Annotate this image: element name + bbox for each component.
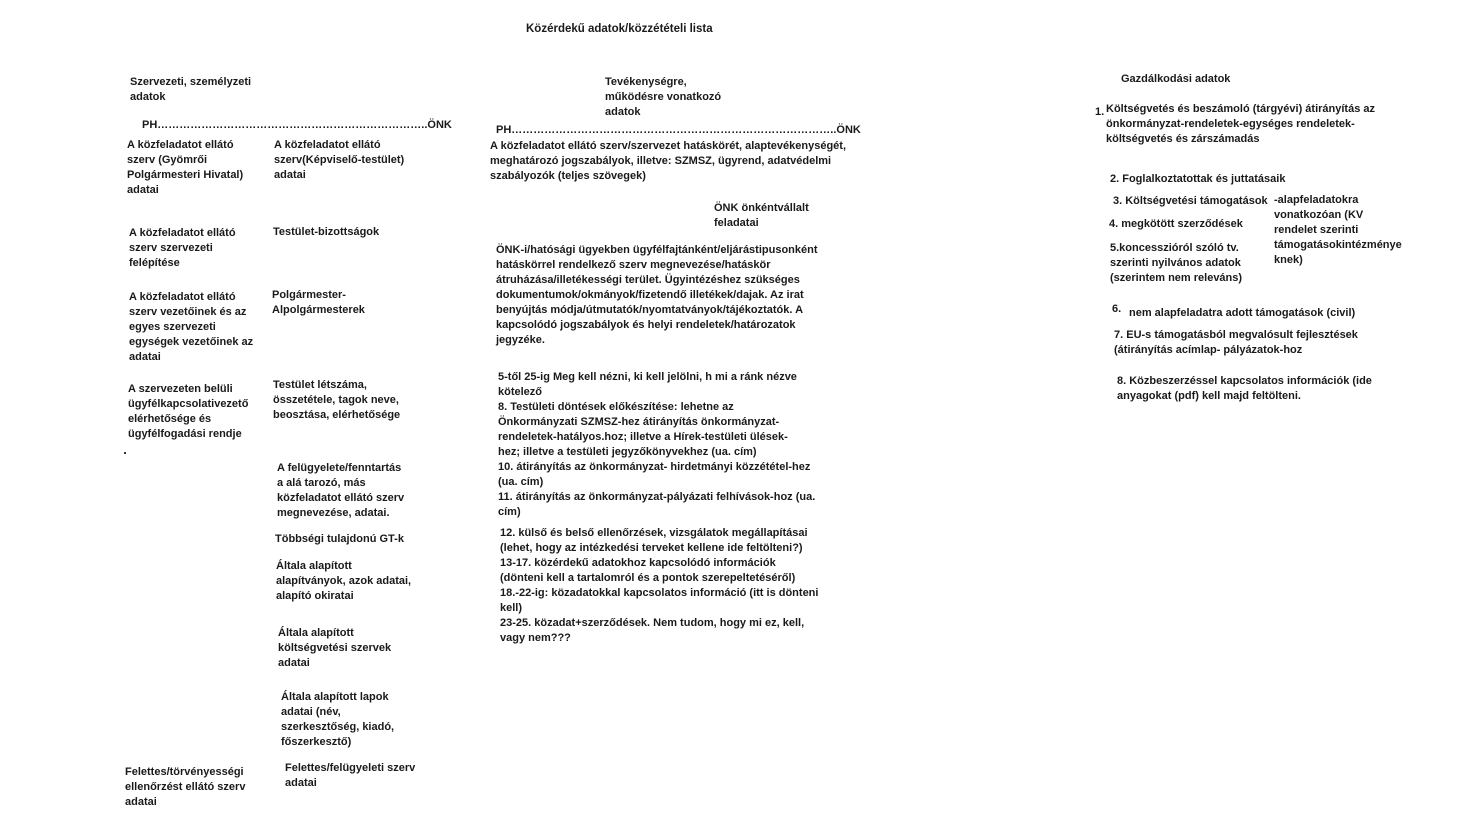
item-office-leaders: A közfeladatot ellátó szerv vezetőinek és az egyes szervezeti egységek vezetőinek az adatai [129,291,254,363]
section-header-activity: Tevékenységre, működésre vonatkozó adatok [605,76,722,118]
activity-competence: A közfeladatot ellátó szerv/szervezet hatáskörét, alaptevékenységét, meghatározó jogszabályok, illetve: SZMSZ, ügyrend, adatvédelmi szabályozók (teljes szövegek) [490,140,847,182]
item-mayors: Polgármester- Alpolgármesterek [272,289,365,316]
item-supervisory-authority: Felettes/törvényességi ellenőrzést ellátó szerv adatai [125,766,246,808]
finance-item-budget-support-note: -alapfeladatokra vonatkozóan (KV rendelet szerinti támogatásokintézménye knek) [1274,194,1402,266]
item-office-data: A közfeladatot ellátó szerv (Gyömrői Polgármesteri Hivatal) adatai [127,139,244,196]
item-committees: Testület-bizottságok [273,226,380,238]
finance-item-procurement: 8. Közbeszerzéssel kapcsolatos információk (ide anyagokat (pdf) kell majd feltölteni. [1117,375,1372,402]
item-client-contact: A szervezeten belüli ügyfélkapcsolativezető elérhetősége és ügyfélfogadási rendje [128,383,249,440]
page-title: Közérdekű adatok/közzétételi lista [526,23,713,35]
finance-item-1-number: 1. [1095,106,1105,118]
activity-notes-5-11: 5-től 25-ig Meg kell nézni, ki kell jelölni, h mi a ránk nézve kötelező 8. Testületi döntések előkészítése: lehetne az Önkormányzati SZMSZ-hez átirányítás önkormányzat- rendeletek-hatályos.hoz; illetve a Hírek-testületi ülések- hez; illetve a testületi jegyzőkönyvekhez (ua. cím) 10. átirányítás az önkormányzat- hirdetmányi közzététel-hez (ua. cím) 11. átirányítás az önkormányzat-pályázati felhívások-hoz (ua. cím) [498,371,816,518]
item-supervised-bodies: A felügyelete/fenntartás a alá tarozó, más közfeladatot ellátó szerv megnevezése, adatai. [277,462,405,519]
item-foundations: Általa alapított alapítványok, azok adatai, alapító okiratai [276,560,412,602]
section-header-organizational: Szervezeti, személyzeti adatok [130,76,252,103]
activity-notes-12-25: 12. külső és belső ellenőrzések, vizsgálatok megállapításai (lehet, hogy az intézkedési terveket kellene ide feltölteni?) 13-17. közérdekű adatokhoz kapcsolódó információk (dönteni kell a tartalomról és a pontok szerepeltetéséről) 18.-22-ig: közadatokkal kapcsolatos információ (itt is dönteni kell) 23-25. közadat+szerződések. Nem tudom, hogy mi ez, kell, vagy nem??? [500,527,819,644]
item-council-members: Testület létszáma, összetétele, tagok neve, beosztása, elérhetősége [273,379,401,421]
finance-item-budget-support: 3. Költségvetési támogatások [1113,195,1268,207]
onk-voluntary-tasks: ÖNK önkéntvállalt feladatai [714,202,809,229]
finance-item-6-number: 6. [1112,303,1122,315]
finance-item-contracts: 4. megkötött szerződések [1109,218,1243,230]
activity-procedures: ÖNK-i/hatósági ügyekben ügyfélfajtánként/eljárástipusonként hatáskörrel rendelkező szerv megnevezése/hatáskör átruházása/illetékességi terület. Ügyintézéshez szükséges dokumentumok/okmányok/fizetendő illetékek/dajak. Az irat benyújtás módja/útmutatók/nyomtatványok/tájékoztatók. A kapcsolódó jogszabályok és helyi rendeletek/határozatok jegyzéke. [496,244,818,346]
item-office-structure: A közfeladatot ellátó szerv szervezeti felépítése [129,227,236,269]
finance-item-eu-projects: 7. EU-s támogatásból megvalósult fejlesztések (átirányítás acímlap- pályázatok-hoz [1114,329,1358,356]
finance-item-employees: 2. Foglalkoztatottak és juttatásaik [1110,173,1286,185]
item-majority-owned: Többségi tulajdonú GT-k [275,533,404,545]
stray-dot [124,452,126,454]
section-header-finance: Gazdálkodási adatok [1121,73,1231,85]
item-supervising-body: Felettes/felügyeleti szerv adatai [285,762,416,789]
ph-onk-divider-2: PH……………………………………………………………………………..ÖNK [496,124,861,136]
ph-onk-divider: PH………………………………………………………………..ÖNK [142,119,452,131]
item-publications: Általa alapított lapok adatai (név, szerkesztőség, kiadó, főszerkesztő) [281,691,395,748]
item-council-data: A közfeladatot ellátó szerv(Képviselő-testület) adatai [274,139,405,181]
finance-item-budget: Költségvetés és beszámoló (tárgyévi) átirányítás az önkormányzat-rendeletek-egységes rendeletek- költségvetés és zárszámadás [1106,103,1375,145]
finance-item-non-core-support: nem alapfeladatra adott támogatások (civil) [1129,307,1356,319]
finance-item-concessions: 5.koncesszióról szóló tv. szerinti nyilvános adatok (szerintem nem releváns) [1110,242,1243,284]
item-budget-bodies: Általa alapított költségvetési szervek adatai [278,627,392,669]
